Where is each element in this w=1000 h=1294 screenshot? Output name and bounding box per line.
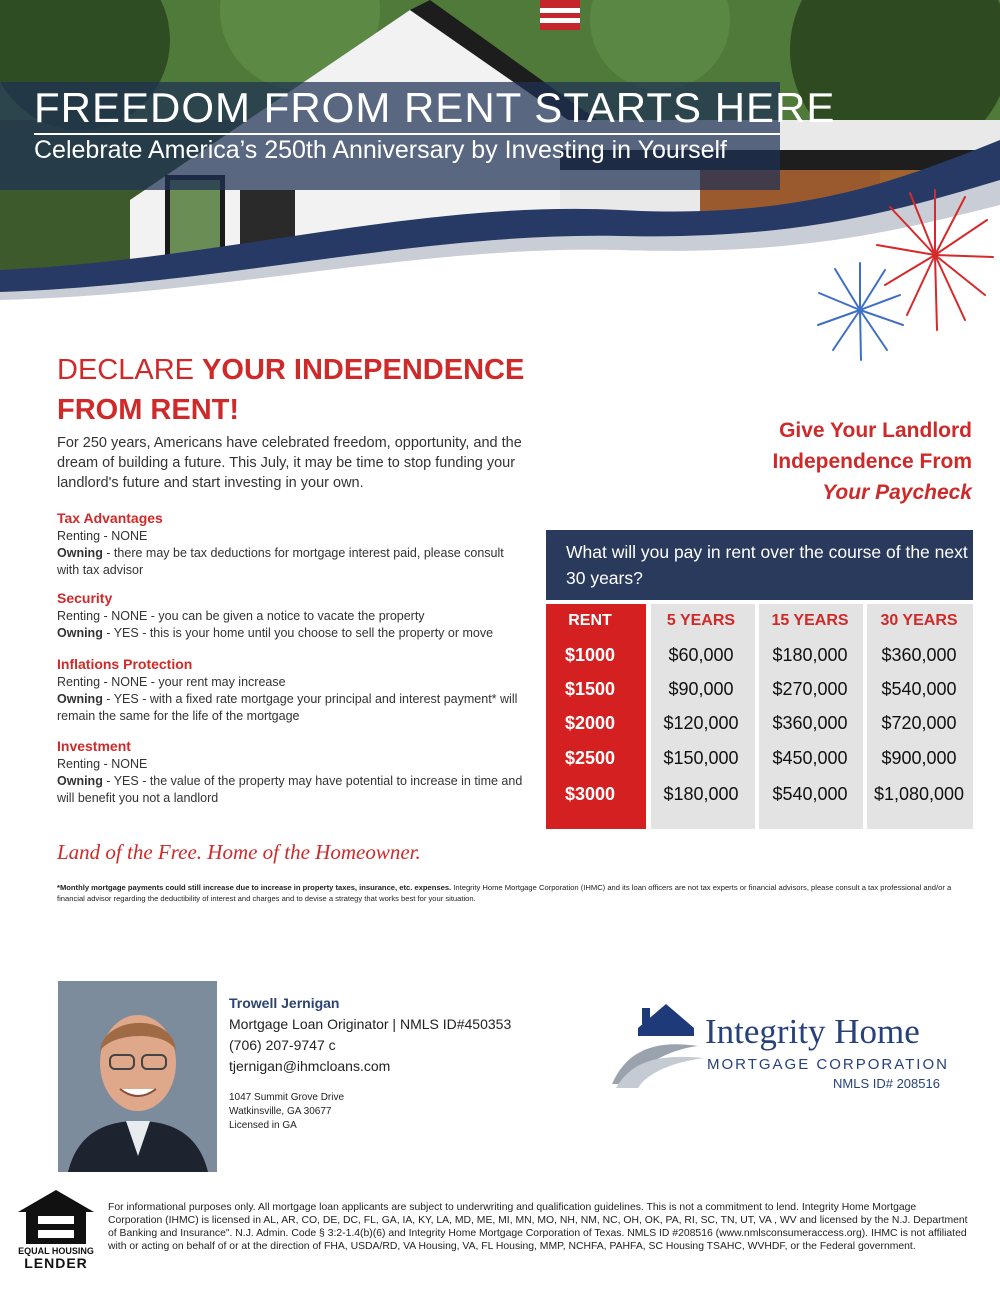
landlord-callout [700,415,972,508]
rent-total: $180,000 [663,784,739,804]
rent-total: $270,000 [772,679,848,699]
rent-amount: $1500 [564,679,616,699]
callout-line-italic: Your Paycheck [822,481,972,504]
contact-block [229,993,569,1077]
contact-title: Mortgage Loan Originator | NMLS ID#450353 [229,1016,512,1032]
rent-total: $360,000 [881,645,957,665]
table-header: RENT [568,612,612,629]
eho-line: EQUAL HOUSING [18,1246,94,1256]
rent-amount: $3000 [564,784,616,804]
hero-subtitle: Celebrate America’s 250th Anniversary by Investing in Yourself [34,136,727,164]
rent-amount: $1000 [564,645,616,665]
logo-subtitle: MORTGAGE CORPORATION [707,1056,949,1073]
owning-line: Owning - YES - this is your home until you choose to sell the property or move [57,626,494,640]
rent-total: $360,000 [772,713,848,733]
rent-total: $150,000 [663,748,739,768]
section-tax-advantages [57,510,527,579]
contact-address [229,1091,344,1133]
disclaimer: *Monthly mortgage payments could still increase due to increase in property taxes, insurance, etc. expenses. Integrity Home Mortgage Corporation (IHMC) and its loan officers are not tax experts or financial advisors, please consult a tax professional and/or a financial advisor regarding the deductibility of interest and charges and to devise a strategy that works best for your situation. [57,883,952,903]
rent-question: What will you pay in rent over the course of the next 30 years? [546,530,973,600]
address-line: 1047 Summit Grove Drive [229,1092,345,1103]
company-logo [608,998,966,1094]
section-inflation-protection [57,656,527,725]
logo-nmls: NMLS ID# 208516 [833,1076,940,1091]
owning-line: Owning - YES - the value of the property may have potential to increase in time and will benefit you not a landlord [57,774,523,805]
equal-housing-text [14,1246,98,1271]
banner-divider [34,133,780,135]
rent-total: $540,000 [881,679,957,699]
contact-phone[interactable]: (706) 207-9747 c [229,1037,336,1053]
declare-heading: DECLARE YOUR INDEPENDENCE FROM RENT! [57,354,525,426]
rent-total: $900,000 [881,748,957,768]
loan-officer-photo [58,981,217,1172]
tagline: Land of the Free. Home of the Homeowner. [57,840,421,864]
callout-line: Give Your Landlord [779,419,972,442]
address-line: Watkinsville, GA 30677 [229,1106,332,1117]
owning-line: Owning - YES - with a fixed rate mortgage your principal and interest payment* will remain the same for the life of the mortgage [57,692,518,723]
table-header: 5 YEARS [666,612,736,629]
rent-total: $180,000 [772,645,848,665]
intro-paragraph: For 250 years, Americans have celebrated freedom, opportunity, and the dream of building a future. This July, it may be time to stop funding your landlord's future and start investing in your own. [57,435,522,491]
rent-total: $450,000 [772,748,848,768]
section-title: Tax Advantages [57,510,163,526]
renting-line: Renting - NONE - you can be given a notice to vacate the property [57,609,425,623]
rent-total: $60,000 [668,645,734,665]
contact-name: Trowell Jernigan [229,995,340,1011]
logo-name: Integrity Home [705,1012,920,1051]
equal-housing-logo [14,1188,98,1278]
section-title: Security [57,590,113,606]
rent-total: $120,000 [663,713,739,733]
table-header: 30 YEARS [880,612,958,629]
rent-total: $540,000 [772,784,848,804]
section-investment [57,738,527,807]
section-title: Inflations Protection [57,656,193,672]
legal-text: For informational purposes only. All mortgage loan applicants are subject to underwriting and qualification guidelines. This is not a commitment to lend. Integrity Home Mortgage Corporation (IHMC) is licensed in AL, AR, CO, DE, DC, FL, GA, IA, KY, LA, MD, ME, MI, MN, MO, NH, NM, NC, OH, OK, PA, RI, SC, TN, UT, VA , WV and licensed by the N.J. Department of Banking and Insurance". N.J. Admin. Code § 3:2-1.4(b)(6) and Integrity Home Mortgage Corporation of Texas. NMLS ID #208516 (www.nmlsconsumeraccess.org). IHMC is not affiliated with or acting on behalf of or at the direction of FHA, USDA/RD, VA Housing, VA, FL Housing, MMP, NCHFA, PAHFA, SC Housing TSAHC, WVHDF, or the Federal government. [108,1202,968,1252]
section-security [57,590,527,642]
renting-line: Renting - NONE [57,529,148,543]
house-logo-icon [608,998,708,1094]
rent-amount: $2500 [564,748,616,768]
rent-total: $90,000 [668,679,734,699]
callout-line: Independence From [772,450,972,473]
fireworks-icon [815,185,995,395]
eho-line: LENDER [24,1255,88,1271]
section-title: Investment [57,738,131,754]
rent-total: $720,000 [881,713,957,733]
license-line: Licensed in GA [229,1120,297,1131]
renting-line: Renting - NONE - your rent may increase [57,675,286,689]
owning-line: Owning - there may be tax deductions for mortgage interest paid, please consult with tax advisor [57,546,504,577]
rent-total: $1,080,000 [873,784,965,804]
hero-title: FREEDOM FROM RENT STARTS HERE [34,84,836,131]
rent-amount: $2000 [564,713,616,733]
table-header: 15 YEARS [771,612,849,629]
renting-line: Renting - NONE [57,757,148,771]
equal-housing-icon [14,1188,98,1246]
contact-email[interactable]: tjernigan@ihmcloans.com [229,1058,391,1074]
